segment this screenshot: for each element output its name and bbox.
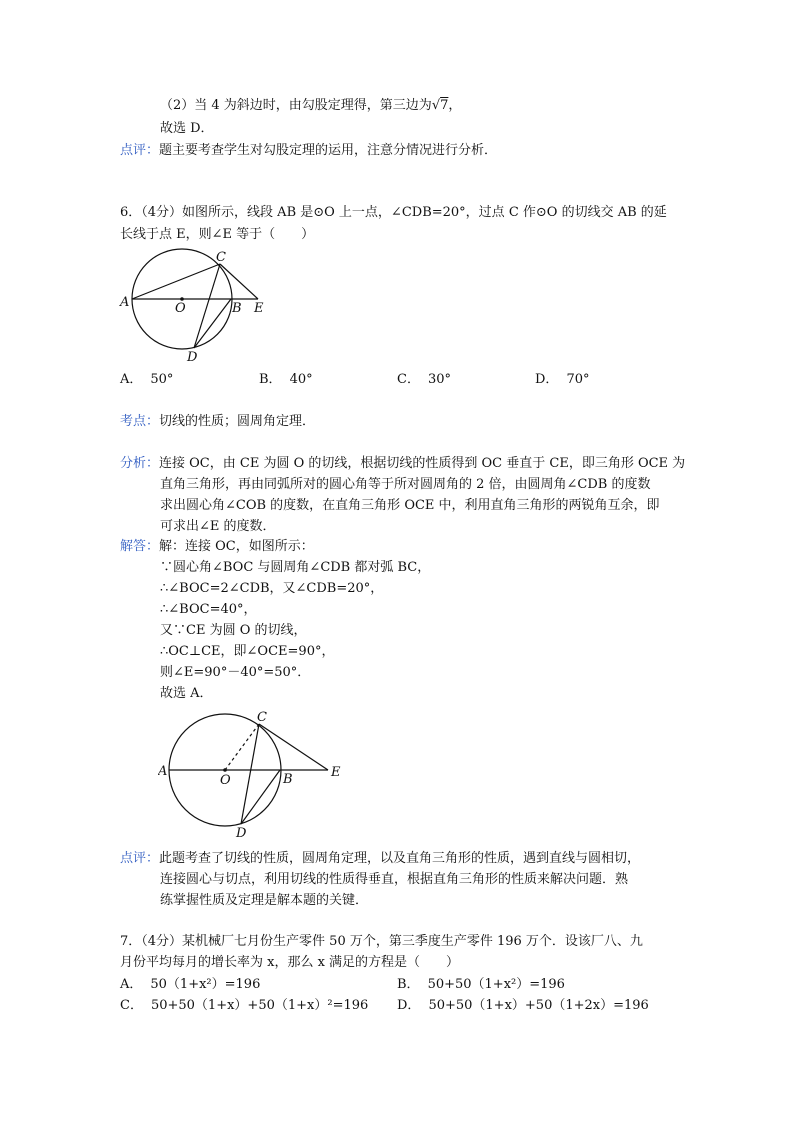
case2-text: （2）当 4 为斜边时，由勾股定理得，第三边为 [160, 98, 432, 113]
q7-stem-line1: 7．（4分）某机械厂七月份生产零件 50 万个，第三季度生产零件 196 万个．设该厂八、九 [120, 934, 643, 949]
segment-oc-dashed [225, 724, 259, 770]
option-letter: B． [397, 977, 420, 992]
option-text: 50+50（1+x）+50（1+2x）=196 [428, 998, 649, 1013]
segment-ce [259, 724, 328, 770]
jieda-line2: ∵圆心角∠BOC 与圆周角∠CDB 都对弧 BC， [160, 560, 431, 575]
option-letter: A． [120, 372, 143, 387]
option-letter: B． [259, 372, 282, 387]
label-d: D [236, 826, 247, 841]
comment-text: 题主要考查学生对勾股定理的运用，注意分情况进行分析． [159, 143, 498, 158]
option-letter: D． [397, 998, 421, 1013]
option-letter: A． [120, 977, 143, 992]
q6-figure [118, 248, 278, 366]
fenxi-text: 连接 OC，由 CE 为圆 O 的切线，根据切线的性质得到 OC 垂直于 CE，即三角形 OCE 为 [159, 456, 686, 471]
jieda-line1 [120, 538, 314, 556]
dianping-text: 此题考查了切线的性质，圆周角定理，以及直角三角形的性质，遇到直线与圆相切， [159, 851, 641, 866]
jieda-tag: 解答： [120, 539, 160, 554]
segment-ac [132, 264, 220, 299]
option-text: 50（1+x²）=196 [150, 977, 261, 992]
label-b: B [232, 301, 242, 316]
solution-figure [158, 706, 358, 842]
label-d: D [187, 350, 198, 365]
option-text: 70° [566, 372, 590, 387]
option-letter: D． [535, 372, 559, 387]
center-dot [223, 768, 227, 772]
label-o: O [175, 301, 186, 316]
q7-option-b[interactable] [397, 976, 565, 994]
option-text: 50° [150, 372, 174, 387]
case2-end: ， [448, 98, 462, 113]
kaodian-text: 切线的性质；圆周角定理． [159, 414, 316, 429]
segment-cd [241, 724, 259, 824]
dianping-line2: 连接圆心与切点，利用切线的性质得垂直，根据直角三角形的性质来解决问题．熟 [160, 872, 629, 887]
fenxi-tag: 分析： [120, 456, 160, 471]
q6-option-a[interactable] [120, 371, 173, 389]
dianping-tag: 点评： [120, 851, 160, 866]
label-b: B [283, 772, 293, 787]
q7-stem-line2: 月份平均每月的增长率为 x，那么 x 满足的方程是（ ） [120, 955, 460, 970]
q6-option-b[interactable] [259, 371, 313, 389]
option-text: 50+50（1+x²）=196 [427, 977, 565, 992]
sqrt-radicand: 7 [440, 98, 449, 113]
label-c: C [216, 250, 226, 265]
comment-tag: 点评： [120, 143, 160, 158]
choose-d: 故选 D． [160, 121, 214, 136]
option-letter: C． [397, 372, 420, 387]
sqrt-symbol: √ [431, 98, 441, 113]
jieda-line5: 又∵CE 为圆 O 的切线， [160, 623, 307, 638]
dianping-line3: 练掌握性质及定理是解本题的关键． [160, 893, 369, 908]
q7-option-d[interactable] [397, 997, 649, 1015]
label-e: E [254, 301, 264, 316]
label-c: C [257, 710, 267, 725]
option-text: 30° [427, 372, 451, 387]
jieda-line3: ∴∠BOC=2∠CDB，又∠CDB=20°， [160, 581, 384, 596]
case2-line [160, 97, 461, 115]
jieda-line7: 则∠E=90°－40°=50°． [160, 665, 311, 680]
option-letter: C． [120, 998, 143, 1013]
option-text: 40° [289, 372, 313, 387]
jieda-line4: ∴∠BOC=40°， [160, 602, 257, 617]
q7-option-c[interactable] [120, 997, 368, 1015]
q6-option-d[interactable] [535, 371, 589, 389]
q6-option-c[interactable] [397, 371, 451, 389]
jieda-line8: 故选 A． [160, 686, 213, 701]
q6-stem-line2: 长线于点 E，则∠E 等于（ ） [120, 227, 315, 242]
label-e: E [331, 765, 341, 780]
dianping-line1 [120, 850, 640, 868]
label-o: O [220, 773, 231, 788]
q7-option-a[interactable] [120, 976, 260, 994]
label-a: A [158, 764, 168, 779]
fenxi-line2: 直角三角形，再由同弧所对的圆心角等于所对圆周角的 2 倍，由圆周角∠CDB 的度数 [160, 477, 651, 492]
q5-comment [120, 142, 497, 160]
segment-ce [220, 264, 258, 299]
kaodian-tag: 考点： [120, 414, 160, 429]
q6-stem-line1: 6．（4分）如图所示，线段 AB 是⊙O 上一点，∠CDB=20°，过点 C 作⊙O 的切线交 AB 的延 [120, 205, 667, 220]
label-a: A [120, 295, 130, 310]
option-text: 50+50（1+x）+50（1+x）²=196 [150, 998, 369, 1013]
jieda-text: 解：连接 OC，如图所示： [159, 539, 314, 554]
jieda-line6: ∴OC⊥CE，即∠OCE=90°， [160, 644, 335, 659]
fenxi-line4: 可求出∠E 的度数． [160, 519, 276, 534]
kaodian-line [120, 413, 315, 431]
fenxi-line1 [120, 455, 685, 473]
fenxi-line3: 求出圆心角∠COB 的度数，在直角三角形 OCE 中，利用直角三角形的两锐角互余，即 [160, 498, 660, 513]
